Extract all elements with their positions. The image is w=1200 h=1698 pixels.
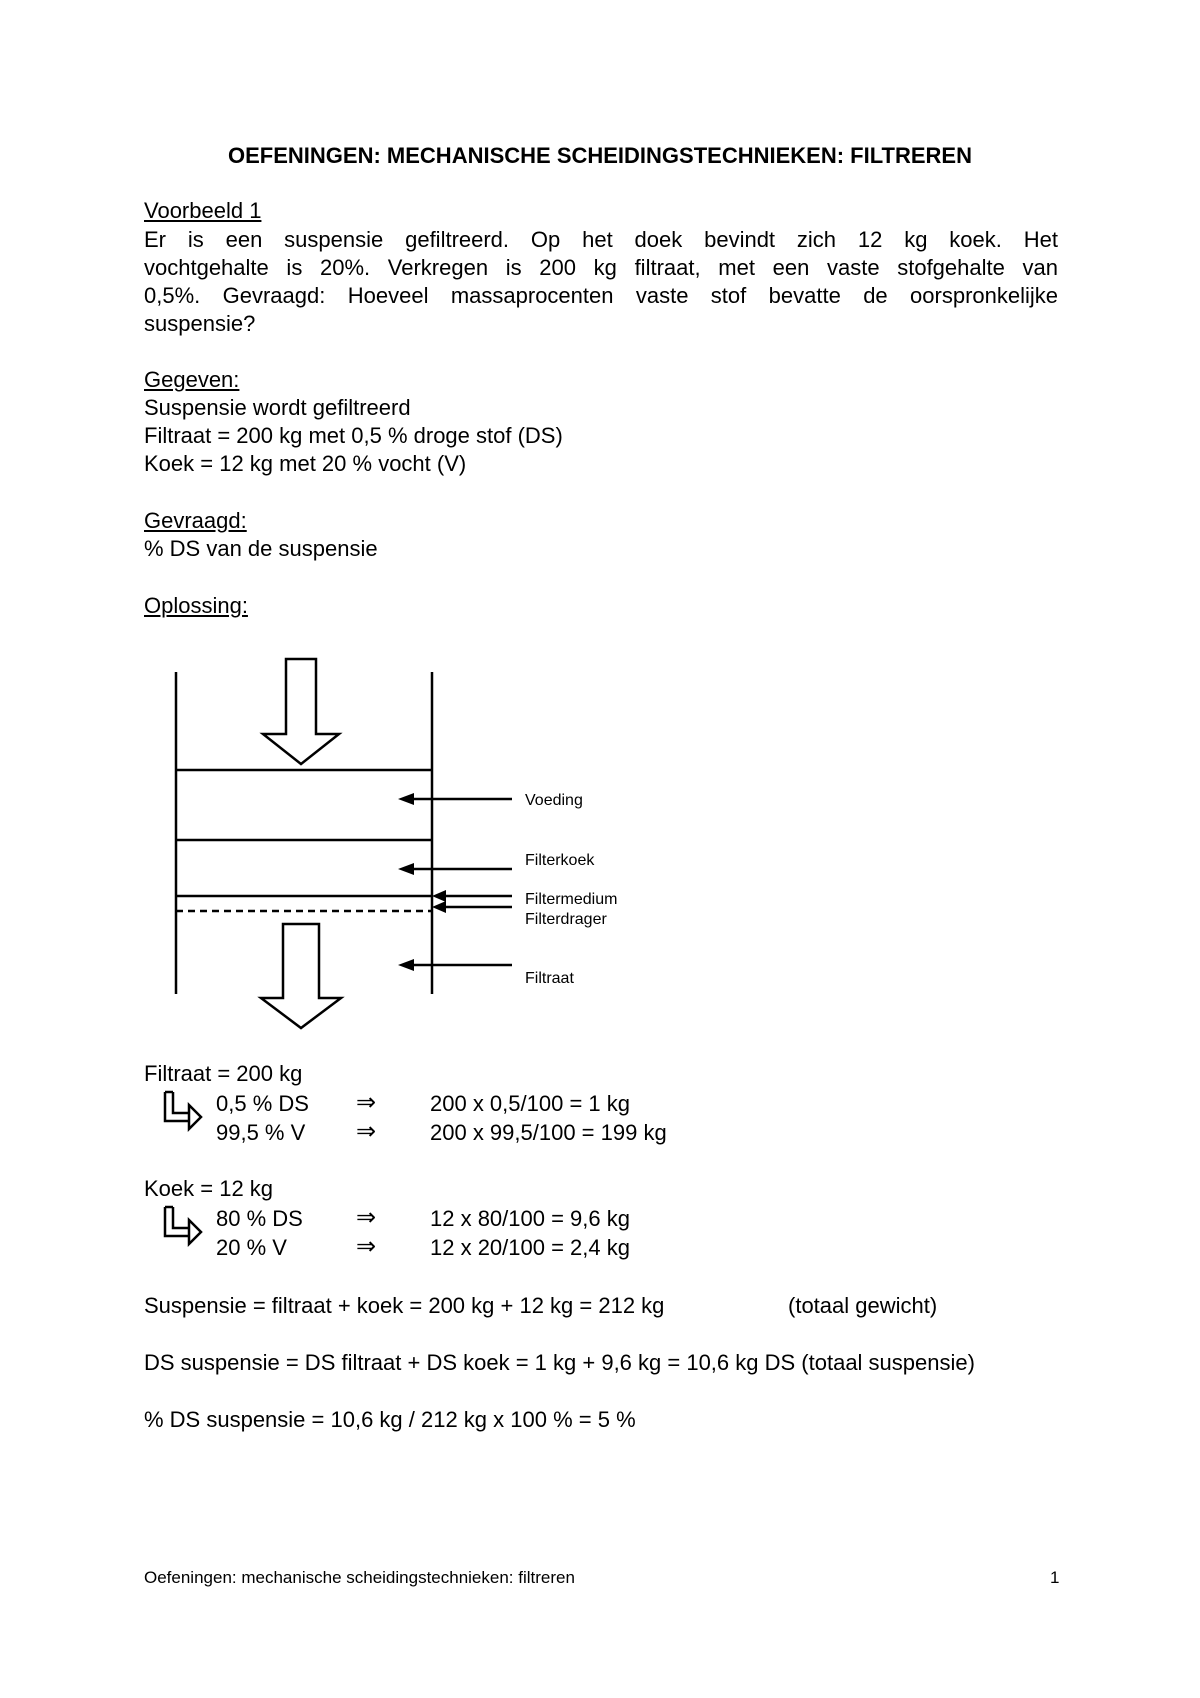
calc-ds-suspensie: DS suspensie = DS filtraat + DS koek = 1 kg + 9,6 kg = 10,6 kg DS (totaal suspensie) [144,1350,975,1375]
bent-arrow-head-icon [189,1220,201,1244]
arrowhead-icon [432,890,446,902]
asked-line: % DS van de suspensie [144,536,378,561]
calc-row-label: 99,5 % V [216,1120,306,1145]
bent-arrow-icon [173,1092,189,1113]
label-filterkoek: Filterkoek [525,852,595,869]
bent-arrow-icon [173,1207,189,1228]
example-line: suspensie? [144,311,256,336]
arrowhead-icon [398,863,414,875]
page-number: 1 [1050,1568,1060,1587]
calc-pct-ds: % DS suspensie = 10,6 kg / 212 kg x 100 % = 5 % [144,1407,636,1432]
asked-heading: Gevraagd: [144,508,247,533]
bent-arrow-icon [165,1207,189,1236]
arrowhead-icon [432,901,446,913]
implies-arrow-icon: ⇒ [356,1204,377,1231]
example-heading: Voorbeeld 1 [144,198,262,223]
arrowhead-icon [398,959,414,971]
label-filtermedium: Filtermedium [525,891,618,908]
implies-arrow-icon: ⇒ [356,1089,377,1116]
implies-arrow-icon: ⇒ [356,1118,377,1145]
calc-filtraat-heading: Filtraat = 200 kg [144,1061,303,1086]
label-filterdrager: Filterdrager [525,911,607,928]
page-title: OEFENINGEN: MECHANISCHE SCHEIDINGSTECHNIEKEN: FILTREREN [228,143,972,168]
implies-arrow-icon: ⇒ [356,1233,377,1260]
bent-arrow-icon [165,1092,189,1121]
calc-row-label: 0,5 % DS [216,1091,309,1116]
calc-suspensie-note: (totaal gewicht) [788,1293,938,1318]
given-line: Filtraat = 200 kg met 0,5 % droge stof (DS) [144,423,563,448]
calc-row-result: 200 x 99,5/100 = 199 kg [430,1120,667,1145]
label-voeding: Voeding [525,792,583,809]
example-line: vochtgehalte is 20%. Verkregen is 200 kg filtraat, met een vaste stofgehalte van [144,255,1058,280]
footer-title: Oefeningen: mechanische scheidingstechnieken: filtreren [144,1568,575,1587]
calc-row-label: 20 % V [216,1235,287,1260]
arrowhead-icon [398,793,414,805]
outlet-arrow-icon [261,924,341,1028]
calc-suspensie-equation: Suspensie = filtraat + koek = 200 kg + 12 kg = 212 kg [144,1293,665,1318]
label-filtraat: Filtraat [525,970,574,987]
given-line: Koek = 12 kg met 20 % vocht (V) [144,451,467,476]
given-heading: Gegeven: [144,367,240,392]
calc-row-result: 200 x 0,5/100 = 1 kg [430,1091,630,1116]
example-line: Er is een suspensie gefiltreerd. Op het doek bevindt zich 12 kg koek. Het [144,227,1058,252]
bent-arrow-head-icon [189,1105,201,1129]
inlet-arrow-icon [263,659,339,764]
example-line: 0,5%. Gevraagd: Hoeveel massaprocenten vaste stof bevatte de oorspronkelijke [144,283,1058,308]
calc-row-label: 80 % DS [216,1206,303,1231]
calc-row-result: 12 x 20/100 = 2,4 kg [430,1235,630,1260]
solution-heading: Oplossing: [144,593,248,618]
calc-koek-heading: Koek = 12 kg [144,1176,274,1201]
calc-row-result: 12 x 80/100 = 9,6 kg [430,1206,630,1231]
given-line: Suspensie wordt gefiltreerd [144,395,411,420]
